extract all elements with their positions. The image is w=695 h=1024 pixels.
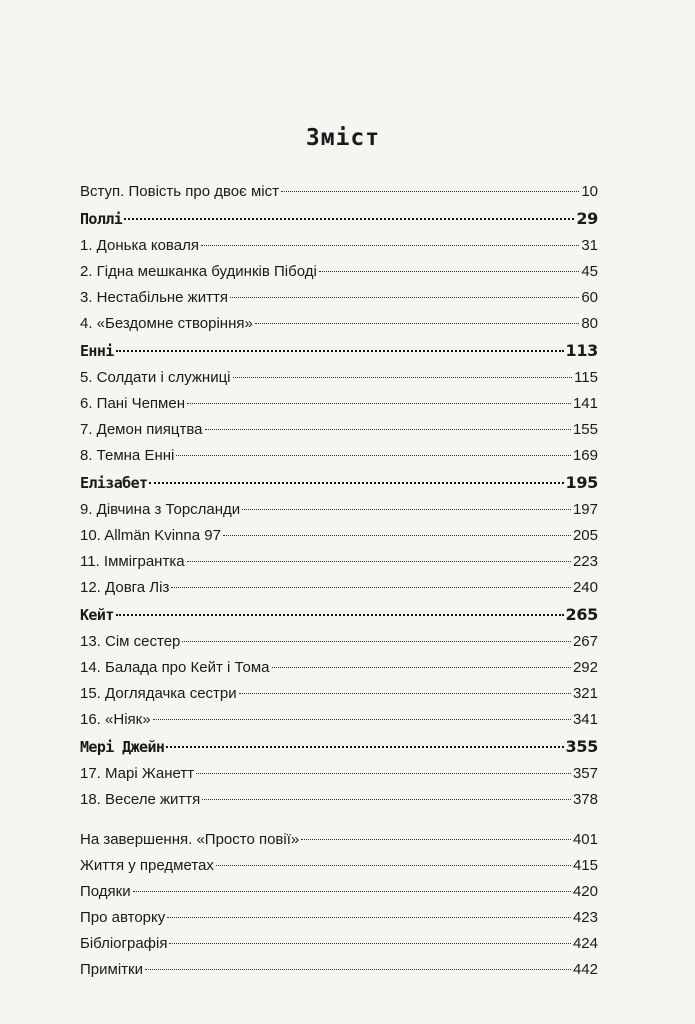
toc-entry-page: 169 [572,447,598,464]
toc-entry-page: 341 [572,711,598,728]
toc-entry-label: 12. Довга Ліз [80,579,170,596]
toc-entry-page: 321 [572,685,598,702]
toc-section-elizabeth [80,469,598,601]
toc-entry-page: 415 [572,857,598,874]
toc-entry-page: 401 [572,831,598,848]
dot-leader [281,191,579,192]
toc-entry-page: 155 [572,421,598,438]
toc-entry[interactable] [80,853,598,879]
toc-entry-page: 420 [572,883,598,900]
toc-entry-label: 13. Сім сестер [80,633,181,650]
toc-entry-page: 357 [572,765,598,782]
toc-entry-page: 141 [572,395,598,412]
toc-section-annie [80,337,598,469]
dot-leader [239,693,571,694]
toc-entry-page: 80 [581,315,598,332]
dot-leader [205,429,571,430]
toc-entry[interactable] [80,787,598,813]
toc-entry-label: 1. Донька коваля [80,237,199,254]
toc-entry[interactable] [80,391,598,417]
dot-leader [145,969,571,970]
section-heading[interactable] [80,205,598,233]
dot-leader [169,943,570,944]
toc-entry[interactable] [80,365,598,391]
toc-entry-label: 8. Темна Енні [80,447,175,464]
dot-leader [301,839,571,840]
dot-leader [116,614,564,616]
toc-entry-label: 2. Гідна мешканка будинків Пібоді [80,263,317,280]
toc-entry-page: 240 [572,579,598,596]
toc-entry[interactable] [80,443,598,469]
toc-entry[interactable] [80,523,598,549]
toc-entry-page: 60 [581,289,598,306]
toc-entry-page: 45 [581,263,598,280]
section-heading[interactable] [80,601,598,629]
section-heading-page: 265 [565,605,598,624]
toc-entry[interactable] [80,957,598,983]
toc-entry-page: 423 [572,909,598,926]
section-heading[interactable] [80,469,598,497]
toc-entry-label: 11. Іммігрантка [80,553,185,570]
toc-section-mary-jane [80,733,598,813]
dot-leader [116,350,564,352]
section-heading-label: Мері Джейн [80,738,165,756]
toc-entry-page: 205 [572,527,598,544]
dot-leader [196,773,571,774]
toc-entry-label: На завершення. «Просто повії» [80,831,300,848]
toc-entry-label: Вступ. Повість про двоє міст [80,183,279,200]
dot-leader [182,641,571,642]
dot-leader [319,271,580,272]
toc-entry-label: 10. Allmän Kvinna 97 [80,527,221,544]
section-heading[interactable] [80,733,598,761]
toc-entry-intro[interactable] [80,179,598,205]
toc-entry[interactable] [80,905,598,931]
page-title: Зміст [305,125,381,151]
table-of-contents [80,118,598,983]
section-heading-label: Енні [80,342,114,360]
toc-entry[interactable] [80,761,598,787]
toc-entry[interactable] [80,311,598,337]
dot-leader [233,377,573,378]
toc-entry-page: 267 [572,633,598,650]
section-heading-page: 29 [576,209,598,228]
dot-leader [124,218,574,220]
toc-entry-label: Про авторку [80,909,166,926]
toc-entry-label: 5. Солдати і служниці [80,369,231,386]
toc-entry-label: 4. «Бездомне створіння» [80,315,253,332]
toc-entry-page: 424 [572,935,598,952]
toc-entry-page: 197 [572,501,598,518]
toc-entry-label: 9. Дівчина з Торсланди [80,501,241,518]
section-heading[interactable] [80,337,598,365]
toc-entry-page: 223 [572,553,598,570]
dot-leader [223,535,571,536]
section-heading-label: Поллі [80,210,123,228]
toc-entry-page: 292 [572,659,598,676]
toc-back-matter [80,827,598,983]
dot-leader [153,719,571,720]
section-heading-label: Елізабет [80,474,148,492]
toc-entry-label: 18. Веселе життя [80,791,201,808]
toc-entry[interactable] [80,497,598,523]
dot-leader [171,587,571,588]
dot-leader [187,403,571,404]
toc-entry[interactable] [80,931,598,957]
toc-entry-label: 15. Доглядачка сестри [80,685,237,702]
dot-leader [216,865,571,866]
toc-entry-label: 14. Балада про Кейт і Тома [80,659,270,676]
section-heading-page: 113 [565,341,598,360]
toc-entry-label: 6. Пані Чепмен [80,395,185,412]
toc-section-polly [80,205,598,337]
dot-leader [201,245,579,246]
dot-leader [176,455,571,456]
toc-entry-page: 378 [572,791,598,808]
toc-entry[interactable] [80,681,598,707]
dot-leader [242,509,571,510]
section-heading-page: 195 [565,473,598,492]
toc-entry-page: 31 [581,237,598,254]
toc-entry[interactable] [80,549,598,575]
dot-leader [255,323,579,324]
toc-entry-page: 10 [581,183,598,200]
toc-entry-label: Примітки [80,961,143,978]
dot-leader [166,746,563,748]
section-heading-label: Кейт [80,606,114,624]
dot-leader [272,667,571,668]
section-heading-page: 355 [565,737,598,756]
toc-entry-label: 3. Нестабільне життя [80,289,228,306]
toc-entry-page: 442 [572,961,598,978]
toc-entry[interactable] [80,707,598,733]
toc-entry-page: 115 [574,369,598,386]
toc-entry-label: 16. «Нiяк» [80,711,151,728]
toc-entry[interactable] [80,879,598,905]
dot-leader [133,891,571,892]
toc-entry-label: Життя у предметах [80,857,214,874]
spacer [80,813,598,827]
dot-leader [167,917,571,918]
toc-entry-label: 7. Демон пияцтва [80,421,203,438]
toc-entry[interactable] [80,655,598,681]
toc-section-kate [80,601,598,733]
toc-entry[interactable] [80,827,598,853]
dot-leader [187,561,571,562]
toc-entry-label: Бібліографія [80,935,168,952]
toc-entry[interactable] [80,575,598,601]
dot-leader [230,297,579,298]
toc-entry[interactable] [80,259,598,285]
dot-leader [202,799,571,800]
toc-entry[interactable] [80,285,598,311]
toc-entry-label: 17. Марі Жанетт [80,765,195,782]
toc-entry[interactable] [80,233,598,259]
toc-entry[interactable] [80,417,598,443]
toc-entry[interactable] [80,629,598,655]
toc-entry-label: Подяки [80,883,131,900]
dot-leader [149,482,563,484]
